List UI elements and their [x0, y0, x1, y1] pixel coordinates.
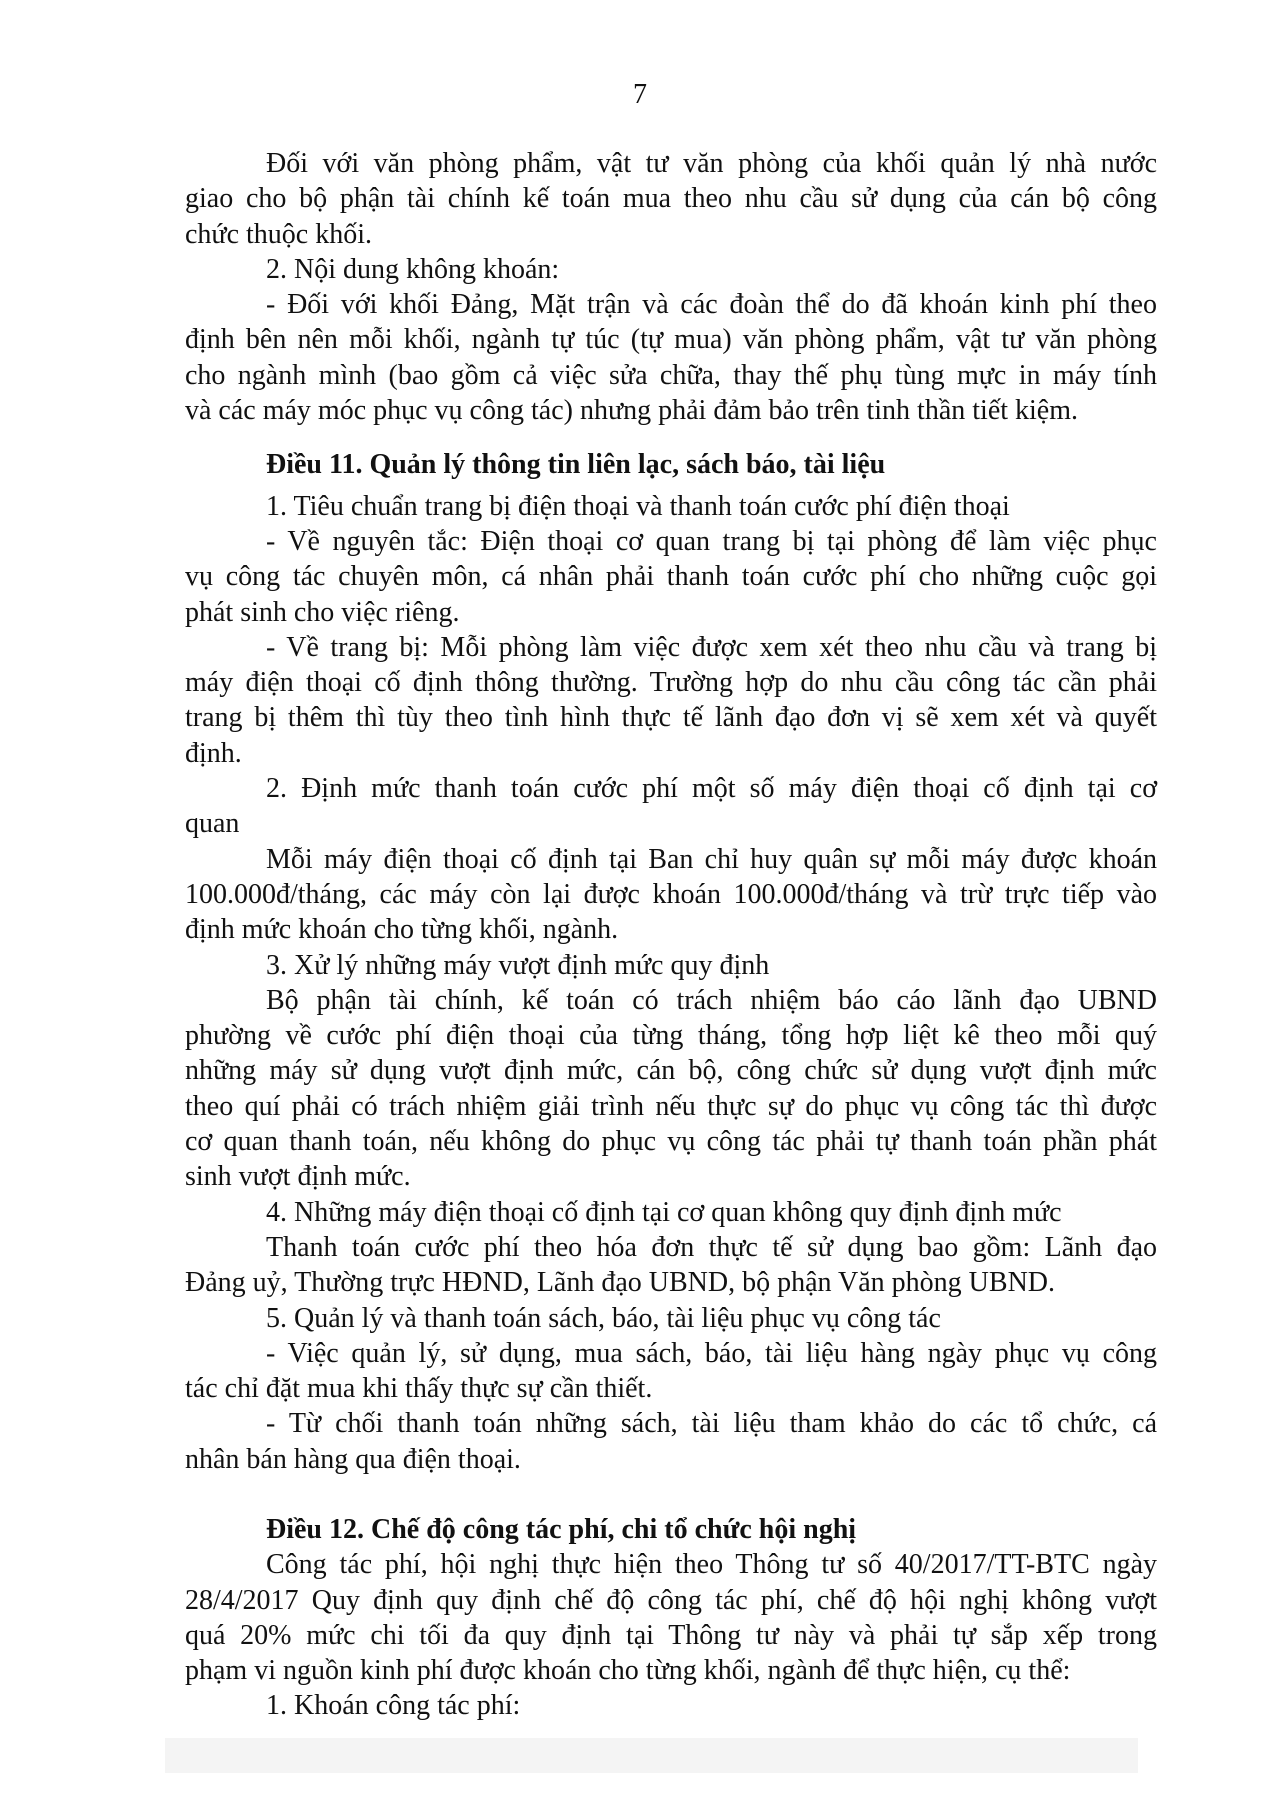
text-line: Đảng uỷ, Thường trực HĐND, Lãnh đạo UBND, bộ phận Văn phòng UBND. [185, 1267, 1056, 1299]
text-line: sinh vượt định mức. [185, 1161, 411, 1193]
text-line: - Về trang bị: Mỗi phòng làm việc được xem xét theo nhu cầu và trang bị [266, 631, 1157, 663]
document-body [185, 146, 1157, 1724]
text-line: tác chỉ đặt mua khi thấy thực sự cần thiết. [185, 1373, 653, 1405]
text-line: Đối với văn phòng phẩm, vật tư văn phòng của khối quản lý nhà nước [266, 148, 1157, 179]
text-line: 1. Tiêu chuẩn trang bị điện thoại và thanh toán cước phí điện thoại [266, 490, 1010, 522]
text-line: giao cho bộ phận tài chính kế toán mua theo nhu cầu sử dụng của cán bộ công [185, 183, 1157, 215]
paragraph-spacer [185, 1477, 1157, 1512]
text-line: 3. Xử lý những máy vượt định mức quy định [266, 949, 770, 981]
text-line: định bên nên mỗi khối, ngành tự túc (tự mua) văn phòng phẩm, vật tư văn phòng [185, 324, 1157, 356]
text-line: Mỗi máy điện thoại cố định tại Ban chỉ huy quân sự mỗi máy được khoán [266, 843, 1157, 875]
section-heading: Điều 11. Quản lý thông tin liên lạc, sách báo, tài liệu [266, 449, 886, 481]
text-line: Công tác phí, hội nghị thực hiện theo Thông tư số 40/2017/TT-BTC ngày [266, 1549, 1157, 1581]
text-line: quá 20% mức chi tối đa quy định tại Thông tư này và phải tự sắp xếp trong [185, 1619, 1157, 1651]
text-line: phường về cước phí điện thoại của từng tháng, tổng hợp liệt kê theo mỗi quý [185, 1020, 1157, 1052]
text-line: Bộ phận tài chính, kế toán có trách nhiệm báo cáo lãnh đạo UBND [266, 984, 1157, 1016]
text-line: 5. Quản lý và thanh toán sách, báo, tài liệu phục vụ công tác [266, 1302, 941, 1334]
text-line: 4. Những máy điện thoại cố định tại cơ quan không quy định định mức [266, 1196, 1062, 1228]
text-line: - Về nguyên tắc: Điện thoại cơ quan trang bị tại phòng để làm việc phục [266, 525, 1157, 557]
paragraph-spacer [185, 428, 1157, 447]
text-line: 1. Khoán công tác phí: [266, 1690, 521, 1722]
text-line: phát sinh cho việc riêng. [185, 596, 460, 628]
text-line: định mức khoán cho từng khối, ngành. [185, 914, 619, 946]
text-line: trang bị thêm thì tùy theo tình hình thực tế lãnh đạo đơn vị sẽ xem xét và quyết [185, 702, 1157, 734]
text-line: Thanh toán cước phí theo hóa đơn thực tế sử dụng bao gồm: Lãnh đạo [266, 1231, 1157, 1263]
section-heading: Điều 12. Chế độ công tác phí, chi tổ chức hội nghị [266, 1513, 857, 1545]
text-line: máy điện thoại cố định thông thường. Trường hợp do nhu cầu công tác cần phải [185, 667, 1157, 699]
text-line: 2. Nội dung không khoán: [266, 253, 560, 285]
text-line: chức thuộc khối. [185, 218, 373, 250]
footer-band [165, 1738, 1138, 1773]
text-line: phạm vi nguồn kinh phí được khoán cho từng khối, ngành để thực hiện, cụ thể: [185, 1655, 1071, 1687]
text-line: vụ công tác chuyên môn, cá nhân phải thanh toán cước phí cho những cuộc gọi [185, 561, 1157, 593]
text-line: - Đối với khối Đảng, Mặt trận và các đoàn thể do đã khoán kinh phí theo [266, 289, 1157, 321]
page-number: 7 [633, 79, 647, 110]
text-line: cho ngành mình (bao gồm cả việc sửa chữa, thay thế phụ tùng mực in máy tính [185, 359, 1157, 391]
text-line: nhân bán hàng qua điện thoại. [185, 1443, 521, 1475]
text-line: - Từ chối thanh toán những sách, tài liệu tham khảo do các tổ chức, cá [266, 1408, 1157, 1440]
text-line: - Việc quản lý, sử dụng, mua sách, báo, tài liệu hàng ngày phục vụ công [266, 1337, 1157, 1369]
text-line: những máy sử dụng vượt định mức, cán bộ, công chức sử dụng vượt định mức [185, 1055, 1157, 1087]
text-line: 100.000đ/tháng, các máy còn lại được khoán 100.000đ/tháng và trừ trực tiếp vào [185, 878, 1157, 910]
text-line: quan [185, 808, 240, 840]
text-line: 2. Định mức thanh toán cước phí một số máy điện thoại cố định tại cơ [266, 773, 1157, 805]
text-line: và các máy móc phục vụ công tác) nhưng phải đảm bảo trên tinh thần tiết kiệm. [185, 395, 1079, 427]
text-line: theo quí phải có trách nhiệm giải trình nếu thực sự do phục vụ công tác thì được [185, 1090, 1157, 1122]
text-line: định. [185, 737, 242, 769]
text-line: cơ quan thanh toán, nếu không do phục vụ công tác phải tự thanh toán phần phát [185, 1126, 1157, 1158]
text-line: 28/4/2017 Quy định quy định chế độ công tác phí, chế độ hội nghị không vượt [185, 1584, 1157, 1616]
